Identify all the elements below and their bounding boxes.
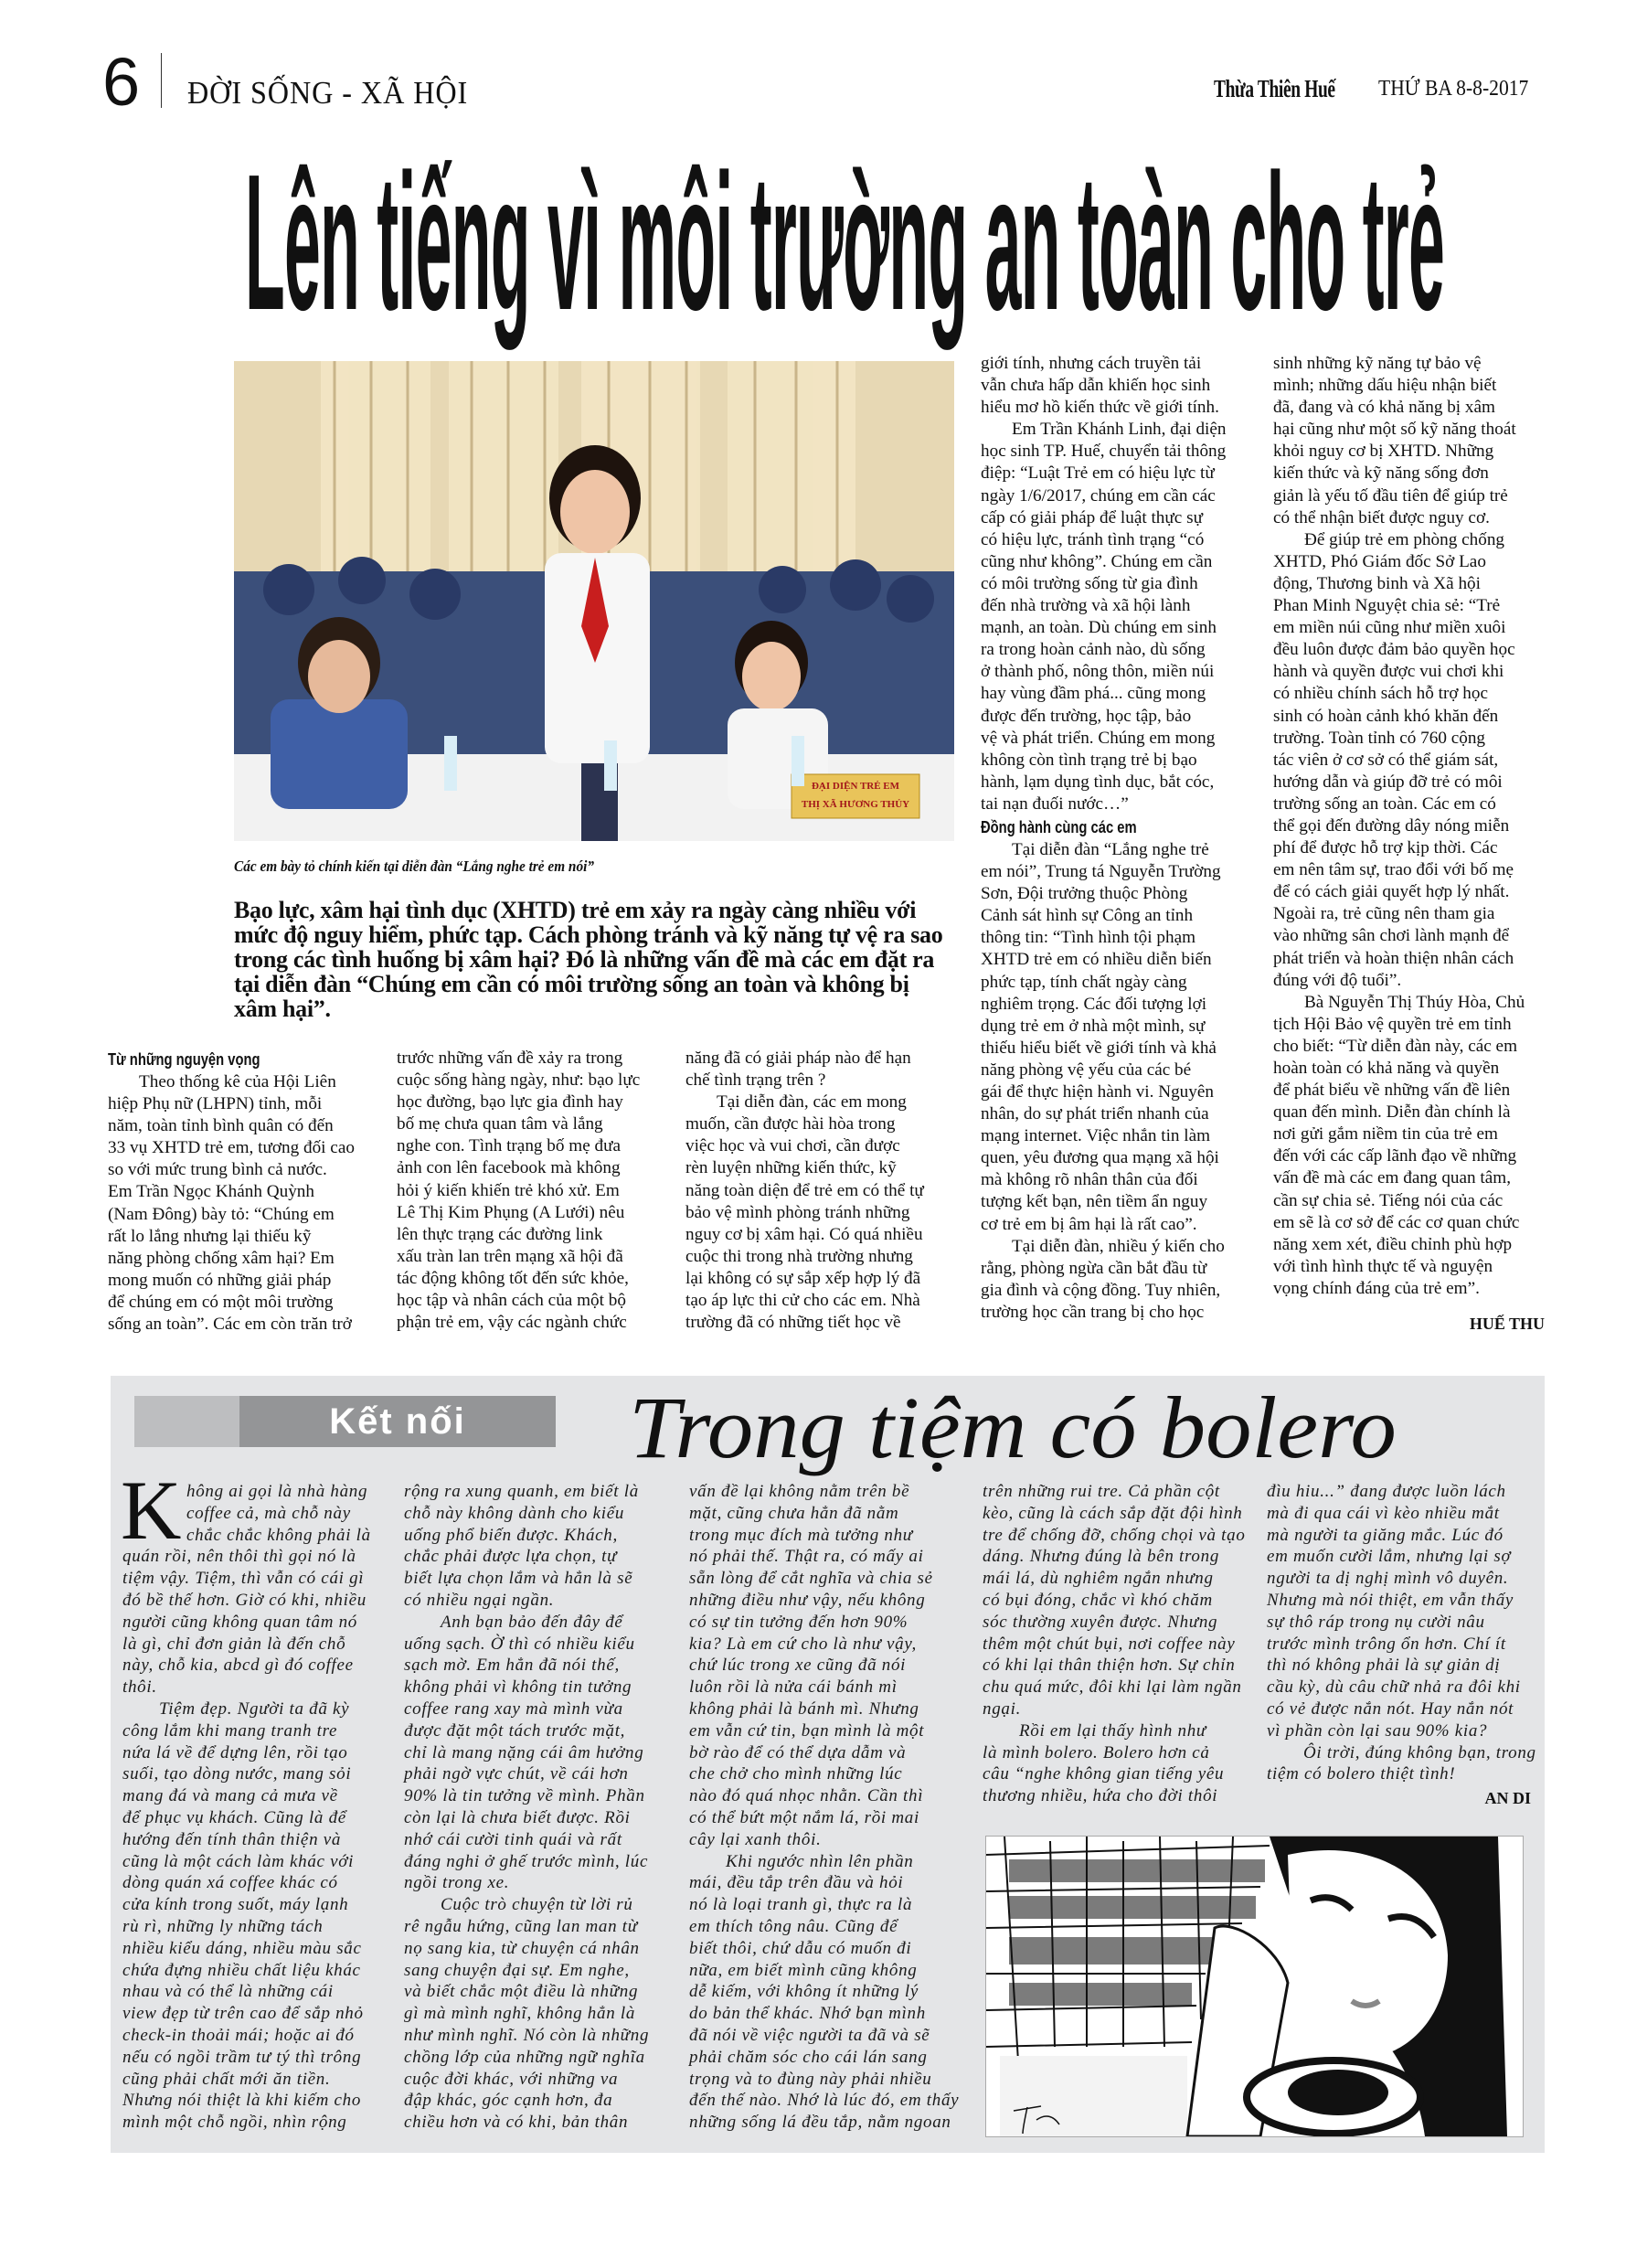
text-line: rèn luyện những kiến thức, kỹ — [685, 1158, 897, 1178]
text-line: trường sống an toàn. Các em có — [1273, 793, 1496, 814]
text-line: như mình nghĩ. Nó còn là những — [404, 2025, 650, 2045]
text-line: tiệm vậy. Tiệm, thì vẫn có cái gì — [122, 1569, 365, 1589]
text-line: lên thực trạng các đường link — [397, 1224, 603, 1244]
text-line: kèo, cũng là cách sắp đặt đội hình — [983, 1503, 1243, 1523]
text-line: không phải vì không tin tưởng — [404, 1677, 632, 1698]
text-line: trường. Toàn tỉnh có 760 cộng — [1273, 728, 1486, 748]
text-line: được đặt một tách trước mặt, — [404, 1720, 626, 1741]
text-line: nhớ cái cười tinh quái và rất — [404, 1829, 622, 1849]
placard-line: ĐẠI DIỆN TRẺ EM — [811, 781, 900, 792]
text-line: Nhưng mà nói thiệt, em vẫn thấy — [1267, 1590, 1514, 1610]
text-line: sẵn lòng để cắt nghĩa và chia sẻ — [689, 1569, 933, 1589]
text-line: có bụi đóng, chắc vì khó chăm — [983, 1590, 1213, 1610]
text-line: với tình hình thực tế và nguyện — [1273, 1256, 1493, 1276]
text-line: cầu kỳ, dù câu chữ nhả ra đôi khi — [1267, 1677, 1521, 1698]
text-line: chứ lúc trong xe cũng đã nói — [689, 1656, 907, 1676]
text-line: ra trong hoàn cảnh nào, dù sống — [981, 640, 1206, 660]
text-line: năng phòng chống xâm hại? Em — [108, 1248, 335, 1268]
text-line: tịch Hội Bảo vệ quyền trẻ em tỉnh — [1273, 1014, 1512, 1034]
text-line: tre để chống đỡ, chống chọi và tạo — [983, 1525, 1246, 1545]
text-line: những sống lá đều tắp, nằm ngoan — [689, 2113, 951, 2133]
text-line: luôn rồi là nửa cái bánh mì — [689, 1677, 898, 1698]
text-line: dáng. Nhưng đúng là bên trong — [983, 1547, 1220, 1567]
text-line: biết lựa chọn lắm và hẳn là sẽ — [404, 1569, 633, 1589]
text-line: hại cũng như một số kỹ năng thoát — [1273, 420, 1516, 440]
text-line: quen, yêu đương qua mạng xã hội — [981, 1148, 1219, 1168]
text-line: những điều như vậy, nếu không — [689, 1590, 926, 1610]
text-line: cũng phải chất mới ăn tiền. — [122, 2069, 331, 2089]
woman-drinking-coffee-illustration — [986, 1837, 1523, 2136]
text-line: và biết chắc một điều là những — [404, 1982, 639, 2002]
text-line: bố mẹ chưa quan tâm và lắng — [397, 1114, 603, 1134]
text-line: Sơn, Đội trưởng thuộc Phòng — [981, 884, 1188, 904]
article-photo — [234, 361, 954, 841]
text-line: rộng ra xung quanh, em biết là — [404, 1482, 639, 1501]
essay-column — [983, 1481, 1246, 1807]
text-line: nguy cơ bị xâm hại. Có quá nhiều — [685, 1224, 923, 1244]
text-line: hỏi ý kiến khiến trẻ khó xử. Em — [397, 1180, 620, 1200]
text-line: không còn tình trạng trẻ bị bạo — [981, 750, 1197, 770]
essay-column — [1267, 1481, 1536, 1785]
text-line: cửa kính trong suốt, máy lạnh — [122, 1895, 349, 1915]
text-line: check-in thoải mái; hoặc ai đó — [122, 2025, 355, 2045]
text-line: nó là loại tranh gì, thực ra là — [689, 1895, 913, 1915]
text-line: tác viên ở cơ sở có thể giám sát, — [1273, 750, 1499, 770]
text-line: chỉ là mang nặng cái âm hưởng — [404, 1742, 644, 1762]
text-line: phát triển và hoàn thiện nhân cách — [1273, 948, 1514, 968]
text-line: nọ sang kia, từ chuyện cá nhân — [404, 1938, 640, 1958]
text-line: phí để được hỗ trợ kịp thời. Các — [1273, 838, 1498, 858]
text-line: hay vùng đầm phá... cũng mong — [981, 684, 1206, 704]
text-line: sạch mờ. Em hẳn đã nói thế, — [404, 1656, 620, 1676]
text-line: Theo thống kê của Hội Liên — [139, 1072, 336, 1091]
text-line: biết thôi, chứ dẫu có muốn đi — [689, 1938, 912, 1958]
text-line: nếu có ngồi trầm tư tý thì trông — [122, 2047, 362, 2067]
text-line: dễ kiếm, với không ít những lý — [689, 1982, 919, 2002]
text-line: có khi lại thân thiện hơn. Sự chỉn — [983, 1656, 1236, 1676]
text-line: dụng trẻ em ở nhà một mình, sự — [981, 1016, 1206, 1036]
article-column — [108, 1048, 355, 1336]
text-line: phức tạp, tính chất ngày càng — [981, 972, 1187, 992]
text-line: mái, đều tắp trên đầu và hỏi — [689, 1873, 904, 1893]
text-line: cuộc sống hàng ngày, như: bạo lực — [397, 1070, 641, 1091]
text-line: nứa lá về để dựng lên, rồi tạo — [122, 1742, 348, 1762]
text-line: chế tình trạng trên ? — [685, 1070, 826, 1091]
text-line: tác động không tốt đến sức khỏe, — [397, 1268, 629, 1288]
text-line: cấp có giải pháp để luật thực sự — [981, 507, 1203, 527]
text-line: phận trẻ em, vậy các ngành chức — [397, 1313, 627, 1333]
text-line: Lê Thị Kim Phụng (A Lưới) nêu — [397, 1202, 625, 1222]
text-line: chứa đựng nhiều chất liệu khác — [122, 1960, 361, 1980]
text-line: đến với các cấp lãnh đạo về những — [1273, 1146, 1517, 1166]
text-line: có sự tin tưởng đến hơn 90% — [689, 1612, 909, 1632]
text-line: chắc phải được lựa chọn, tự — [404, 1547, 618, 1567]
article-headline: Lên tiếng vì môi trường an toàn cho trẻ — [245, 133, 1445, 350]
text-line: Tiệm đẹp. Người ta đã kỳ — [159, 1698, 350, 1719]
issue-date: THỨ BA 8-8-2017 — [1378, 77, 1529, 101]
text-line: thể gọi đến đường dây nóng miễn — [1273, 815, 1510, 836]
text-line: rê ngẫu hứng, cũng lan man từ — [404, 1916, 638, 1936]
text-line: được đến trường, học tập, bảo — [981, 706, 1192, 726]
text-line: quan đến mình. Diễn đàn chính là — [1273, 1102, 1511, 1123]
text-line: nhiều kiểu dáng, nhiều màu sắc — [122, 1938, 362, 1958]
placard-line: THỊ XÃ HƯƠNG THỦY — [801, 799, 910, 810]
text-line: thêm một chút bụi, nơi coffee này — [983, 1634, 1236, 1654]
text-line: có thể bứt một nắm lá, rồi mai — [689, 1807, 919, 1827]
text-line: cũng như không”. Chúng em cần — [981, 551, 1213, 571]
text-line: 90% là tin tưởng về mình. Phần — [404, 1786, 645, 1806]
text-line: Cảnh sát hình sự Công an tỉnh — [981, 906, 1194, 926]
text-line: mang đá và mang cả mưa về — [122, 1786, 338, 1806]
text-line: phải chăm sóc cho cái lán sang — [689, 2047, 928, 2067]
text-line: ảnh con lên facebook mà không — [397, 1158, 621, 1178]
text-line: Em Trần Khánh Linh, đại diện — [1012, 420, 1227, 440]
text-line: hành và quyền được vui chơi khi — [1273, 662, 1504, 682]
text-line: trọng và to đùng này phải nhiều — [689, 2069, 932, 2089]
header-divider — [161, 53, 162, 108]
text-line: có hiệu lực, tránh tình trạng “có — [981, 529, 1205, 549]
essay-column — [404, 1481, 649, 2134]
text-line: câu “nghe không gian tiếng yêu — [983, 1764, 1225, 1784]
ket-noi-title: Trong tiệm có bolero — [629, 1379, 1397, 1476]
text-line: năng phòng vệ yếu của các bé — [981, 1059, 1192, 1080]
text-line: có môi trường sống từ gia đình — [981, 573, 1198, 593]
text-line: suối, tạo dòng nước, mang sỏi — [122, 1764, 352, 1784]
photo-placard — [793, 777, 918, 814]
text-line: năm, toàn tỉnh bình quân có đến — [108, 1116, 334, 1136]
text-line: để chúng em có một môi trường — [108, 1292, 334, 1312]
text-line: rằng, phòng ngừa cần bắt đầu từ — [981, 1258, 1207, 1278]
text-line: sự thô ráp trong nụ cười nâu — [1267, 1612, 1485, 1632]
text-line: cuộc đời khác, với những va — [404, 2069, 619, 2089]
text-line: coffee cả, mà chỗ này — [186, 1503, 351, 1523]
forum-photo-illustration — [234, 361, 954, 841]
text-line: mạng internet. Việc nhắn tin làm — [981, 1126, 1211, 1146]
text-line: em miền núi cũng như miền xuôi — [1273, 618, 1506, 638]
page-number: 6 — [102, 44, 141, 120]
text-line: đến nhà trường và xã hội lành — [981, 596, 1191, 616]
text-line: gì mà mình nghĩ, không hẳn là — [404, 2004, 636, 2024]
text-line: em thích tông nâu. Cũng để — [689, 1916, 898, 1936]
text-line: tạo áp lực thi cử cho các em. Nhà — [685, 1291, 920, 1311]
text-line: Phan Minh Nguyệt chia sẻ: “Trẻ — [1273, 596, 1501, 616]
subheading: Đồng hành cùng các em — [981, 817, 1137, 836]
text-line: đìu hiu...” đang được luồn lách — [1267, 1482, 1506, 1501]
text-line: đến thế nào. Nhớ là lúc đó, em thấy — [689, 2091, 960, 2111]
text-line: năng xem xét, điều chỉnh phù hợp — [1273, 1234, 1513, 1254]
text-line: em vẫn cứ tin, bạn mình là một — [689, 1720, 925, 1741]
text-line: do bản thể khác. Nhớ bạn mình — [689, 2004, 926, 2024]
text-line: đã, đang và có khả năng bị xâm — [1273, 398, 1495, 418]
text-line: cơ trẻ em bị âm hại là rất cao”. — [981, 1214, 1197, 1234]
text-line: vệ và phát triển. Chúng em mong — [981, 728, 1216, 748]
text-line: trên những rui tre. Cả phần cột — [983, 1482, 1220, 1501]
text-line: phải ngờ vực chút, về cái hơn — [404, 1764, 629, 1784]
text-line: hướng đến tính thân thiện và — [122, 1829, 342, 1849]
text-line: động, Thương binh và Xã hội — [1273, 573, 1481, 593]
text-line: hướng dẫn và giúp đỡ trẻ có môi — [1273, 772, 1503, 792]
text-line: nghe con. Tình trạng bố mẹ đưa — [397, 1136, 622, 1156]
text-line: bảo vệ mình phòng tránh những — [685, 1202, 910, 1222]
text-line: người ta dị nghị mình vô duyên. — [1267, 1569, 1509, 1589]
text-line: (Nam Đông) bày tỏ: “Chúng em — [108, 1204, 335, 1224]
text-line: có nhiều ngại ngần. — [404, 1590, 555, 1610]
text-line: mong muốn có những giải pháp — [108, 1270, 332, 1290]
text-line: kiến thức và kỹ năng sống đơn — [1273, 463, 1489, 484]
text-line: gia đình và cộng đồng. Tuy nhiên, — [981, 1280, 1221, 1300]
text-line: thì nó không phải là sự giản dị — [1267, 1656, 1501, 1676]
text-line: ngồi trong xe. — [404, 1873, 510, 1893]
text-line: là mình bolero. Bolero hơn cả — [983, 1742, 1210, 1762]
text-line: trong mục đích mà tưởng như — [689, 1525, 913, 1545]
text-line: nào đó quá nhọc nhằn. Cần thì — [689, 1786, 924, 1806]
article-column — [981, 353, 1227, 1324]
text-line: bờ rào để có thể dựa dẫm và — [689, 1742, 907, 1762]
text-line: chồng lớp của những ngữ nghĩa — [404, 2047, 645, 2067]
text-line: trước mình trông ổn hơn. Chí ít — [1267, 1634, 1506, 1654]
text-line: trường học cần trang bị cho học — [981, 1302, 1205, 1322]
text-line: thiếu hiểu biết về giới tính và khả — [981, 1038, 1217, 1058]
text-line: hông ai gọi là nhà hàng — [186, 1482, 368, 1501]
text-line: nữa, em biết mình cũng không — [689, 1960, 918, 1980]
text-line: đó bề thế hơn. Giờ có khi, nhiều — [122, 1590, 367, 1610]
text-line: hành, lạm dụng tình dục, bắt cóc, — [981, 772, 1215, 792]
text-line: đã nói về việc người ta đã và sẽ — [689, 2025, 930, 2045]
ket-noi-tag: Kết nối — [239, 1396, 556, 1447]
text-line: học sinh TP. Huế, chuyển tải thông — [981, 442, 1227, 462]
text-line: có vẻ được nắn nót. Hay nắn nót — [1267, 1698, 1514, 1719]
text-line: đập khác, góc cạnh hơn, đa — [404, 2091, 613, 2111]
text-line: Cuộc trò chuyện từ lời rủ — [441, 1895, 633, 1915]
text-line: khỏi nguy cơ bị XHTD. Những — [1273, 442, 1494, 462]
tag-accent — [134, 1396, 239, 1447]
text-line: mạnh, an toàn. Dù chúng em sinh — [981, 618, 1217, 638]
text-line: chiều hơn và có khi, bản thân — [404, 2113, 629, 2133]
text-line: ngày 1/6/2017, chúng em cần các — [981, 485, 1216, 506]
text-line: học đường, bạo lực gia đình hay — [397, 1092, 623, 1113]
text-line: mái lá, dù nghiêm ngắn nhưng — [983, 1569, 1214, 1589]
text-line: đáng nghi ở ghế trước mình, lúc — [404, 1851, 649, 1871]
text-line: em nói”, Trung tá Nguyễn Trường — [981, 862, 1221, 882]
newspaper-name: Thừa Thiên Huế — [1214, 75, 1335, 102]
text-line: Em Trần Ngọc Khánh Quỳnh — [108, 1182, 314, 1202]
text-line: hiểu mơ hồ kiến thức về giới tính. — [981, 398, 1219, 418]
text-line: view đẹp từ trên cao để sắp nhỏ — [122, 2004, 364, 2024]
text-line: có thể nhận biết được nguy cơ. — [1273, 507, 1490, 527]
text-line: em muốn cười lắm, nhưng lại sợ — [1267, 1547, 1512, 1567]
text-line: che chở cho mình những lúc — [689, 1764, 903, 1784]
text-line: Tại diễn đàn “Lắng nghe trẻ — [1012, 839, 1209, 859]
text-line: thông tin: “Tình hình tội phạm — [981, 928, 1196, 948]
text-line: nhân, do sự phát triển nhanh của — [981, 1104, 1209, 1124]
text-line: Ngoài ra, trẻ cũng nên tham gia — [1273, 904, 1495, 924]
text-line: nghiêm trọng. Các đối tượng lợi — [981, 994, 1207, 1014]
article-byline: HUẾ THU — [1469, 1315, 1545, 1333]
article-column — [397, 1048, 640, 1334]
text-line: sóc thường xuyên được. Nhưng — [983, 1612, 1218, 1632]
text-line: tai nạn đuối nước…” — [981, 793, 1129, 814]
text-line: mình một chỗ ngồi, nhìn rộng — [122, 2113, 347, 2133]
text-line: ngại. — [983, 1698, 1022, 1719]
text-line: Để giúp trẻ em phòng chống — [1304, 529, 1505, 549]
text-line: Bà Nguyễn Thị Thúy Hòa, Chủ — [1304, 992, 1525, 1012]
article-lead: Bạo lực, xâm hại tình dục (XHTD) trẻ em xảy ra ngày càng nhiều với mức độ nguy hiểm, phức tạp. Cách phòng tránh và kỹ năng tự vệ ra sao trong các tình huống bị xâm hại? Đó là những vấn đề mà các em đặt ra tại diễn đàn “Chúng em cần có môi trường sống an toàn và không bị xâm hại”. — [234, 897, 943, 1022]
text-line: vấn đề mà các em đang quan tâm, — [1273, 1168, 1511, 1188]
text-line: vì phần còn lại sau 90% kia? — [1267, 1720, 1488, 1741]
text-line: Khi ngước nhìn lên phần — [726, 1851, 914, 1871]
text-line: sống an toàn”. Các em còn trăn trở — [108, 1315, 352, 1335]
drop-cap: K — [121, 1464, 182, 1557]
text-line: chắc chắc không phải là — [186, 1525, 371, 1545]
text-line: việc học và vui chơi, cần được — [685, 1136, 900, 1156]
text-line: 33 vụ XHTD trẻ em, tương đối cao — [108, 1138, 355, 1158]
text-line: có nhiều chính sách hỗ trợ học — [1273, 684, 1489, 704]
text-line: nó phải thế. Thật ra, có mấy ai — [689, 1547, 924, 1567]
text-line: ở thành phố, nông thôn, miền núi — [981, 662, 1215, 682]
text-line: giới tính, nhưng cách truyền tải — [981, 354, 1202, 373]
text-line: vào những sân chơi lành mạnh để — [1273, 926, 1510, 946]
text-line: thương nhiều, hứa cho đời thôi — [983, 1786, 1218, 1806]
text-line: đều luôn được đảm bảo quyền học — [1273, 640, 1515, 660]
subheading: Từ những nguyện vọng — [108, 1050, 260, 1069]
text-line: sinh những kỹ năng tự bảo vệ — [1273, 354, 1482, 373]
text-line: muốn, cần được hài hòa trong — [685, 1114, 896, 1134]
text-line: mà đi qua cái vì kèo nhiều mắt — [1267, 1503, 1500, 1523]
text-line: là gì, chỉ đơn giản là đến chỗ — [122, 1634, 346, 1654]
text-line: Anh bạn bảo đến đây để — [441, 1612, 623, 1632]
text-line: rất lo lắng nhưng lại thiếu kỹ — [108, 1226, 312, 1246]
text-line: người cũng không quan tâm nó — [122, 1612, 357, 1632]
text-line: trường đã có những tiết học về — [685, 1313, 901, 1333]
photo-caption: Các em bày tỏ chính kiến tại diễn đàn “Lắng nghe trẻ em nói” — [234, 857, 595, 875]
text-line: Nhưng nói thiệt là khi kiếm cho — [122, 2091, 362, 2111]
text-line: trước những vấn đề xảy ra trong — [397, 1049, 623, 1068]
section-title: ĐỜI SỐNG - XÃ HỘI — [187, 75, 469, 111]
text-line: vấn đề lại không nằm trên bề — [689, 1482, 910, 1501]
text-line: rù rì, những ly những tách — [122, 1916, 324, 1936]
text-line: gái để thực hiện hành vi. Nguyên — [981, 1082, 1214, 1102]
text-line: đúng với độ tuổi”. — [1273, 970, 1402, 990]
text-line: nơi gửi gắm niềm tin của trẻ em — [1273, 1124, 1498, 1145]
text-line: thôi. — [122, 1677, 157, 1698]
article-column — [1273, 353, 1525, 1300]
text-line: uống phổ biến được. Khách, — [404, 1525, 618, 1545]
text-line: cây lại xanh thôi. — [689, 1829, 822, 1849]
article-column — [685, 1048, 924, 1334]
text-line: cho biết: “Từ diễn đàn này, các em — [1273, 1036, 1518, 1056]
text-line: để phục vụ khách. Cũng là để — [122, 1807, 346, 1827]
text-line: XHTD trẻ em có nhiều diễn biến — [981, 950, 1212, 970]
text-line: coffee rang xay mà mình vừa — [404, 1698, 623, 1719]
essay-column — [689, 1481, 959, 2134]
text-line: nhau và có thể là những cái — [122, 1982, 334, 2002]
text-line: công lắm khi mang tranh tre — [122, 1720, 338, 1741]
text-line: còn lại là chưa biết được. Rồi — [404, 1807, 631, 1827]
text-line: hoàn toàn có khả năng và quyền — [1273, 1059, 1500, 1078]
text-line: Rồi em lại thấy hình như — [1019, 1720, 1207, 1741]
text-line: em sẽ là cơ sở để các cơ quan chức — [1273, 1212, 1520, 1232]
text-line: so với mức trung bình cả nước. — [108, 1160, 327, 1180]
text-line: XHTD, Phó Giám đốc Sở Lao — [1273, 551, 1486, 571]
text-line: hiệp Phụ nữ (LHPN) tỉnh, mỗi — [108, 1094, 323, 1114]
text-line: điệp: “Luật Trẻ em có hiệu lực từ — [981, 463, 1215, 484]
text-line: không phải là bánh mì. Nhưng — [689, 1698, 919, 1719]
text-line: chỗ này không dành cho kiểu — [404, 1503, 625, 1523]
text-line: kia? Là em cứ cho là như vậy, — [689, 1634, 917, 1654]
text-line: năng toàn diện để trẻ em có thể tự — [685, 1180, 924, 1200]
text-line: dòng quán xá coffee khác có — [122, 1873, 338, 1893]
text-line: này, chỗ kia, abcd gì đó coffee — [122, 1656, 354, 1676]
text-line: mình; những dấu hiệu nhận biết — [1273, 376, 1497, 396]
text-line: Tại diễn đàn, các em mong — [717, 1092, 907, 1113]
text-line: Ôi trời, đúng không bạn, trong — [1303, 1742, 1536, 1762]
text-line: mà người ta giăng mắc. Lúc đó — [1267, 1525, 1504, 1545]
text-line: em nên tâm sự, trao đổi với bố mẹ — [1273, 860, 1514, 880]
text-line: để có cách giải quyết hợp lý nhất. — [1273, 882, 1510, 902]
text-line: xấu tràn lan trên mạng xã hội đã — [397, 1246, 623, 1266]
text-line: vọng chính đáng của trẻ em”. — [1273, 1278, 1480, 1298]
text-line: mặt, cũng chưa hẳn đã nằm — [689, 1503, 899, 1523]
text-line: năng đã có giải pháp nào để hạn — [685, 1049, 911, 1068]
text-line: sang chuyện đại sự. Em nghe, — [404, 1960, 630, 1980]
text-line: để phát biểu về những vấn đề liên — [1273, 1081, 1511, 1101]
text-line: Tại diễn đàn, nhiều ý kiến cho — [1012, 1236, 1225, 1256]
essay-column — [122, 1481, 371, 2134]
text-line: chu quá mức, đôi khi lại làm ngần — [983, 1677, 1242, 1698]
text-line: cuộc thi trong nhà trường nhưng — [685, 1246, 913, 1266]
text-line: lại không có sự sắp xếp hợp lý đã — [685, 1268, 921, 1288]
text-line: uống sạch. Ờ thì có nhiều kiểu — [404, 1634, 635, 1654]
essay-illustration — [985, 1836, 1524, 2137]
text-line: cần sự chia sẻ. Tiếng nói của các — [1273, 1190, 1504, 1210]
text-line: tiệm có bolero thiệt tình! — [1267, 1764, 1456, 1784]
text-line: học tập và nhân cách của một bộ — [397, 1291, 626, 1311]
essay-byline: AN DI — [1484, 1789, 1531, 1807]
text-line: sinh có hoàn cảnh khó khăn đến — [1273, 706, 1499, 726]
text-line: quán rồi, nên thôi thì gọi nó là — [122, 1547, 356, 1567]
text-line: mà không rõ nhân thân của đối — [981, 1170, 1198, 1190]
text-line: tượng kết bạn, nên tiềm ẩn nguy — [981, 1192, 1208, 1212]
text-line: cũng là một cách làm khác với — [122, 1851, 355, 1871]
text-line: vẫn chưa hấp dẫn khiến học sinh — [981, 376, 1211, 396]
text-line: giản là yếu tố đầu tiên để giúp trẻ — [1273, 485, 1508, 506]
